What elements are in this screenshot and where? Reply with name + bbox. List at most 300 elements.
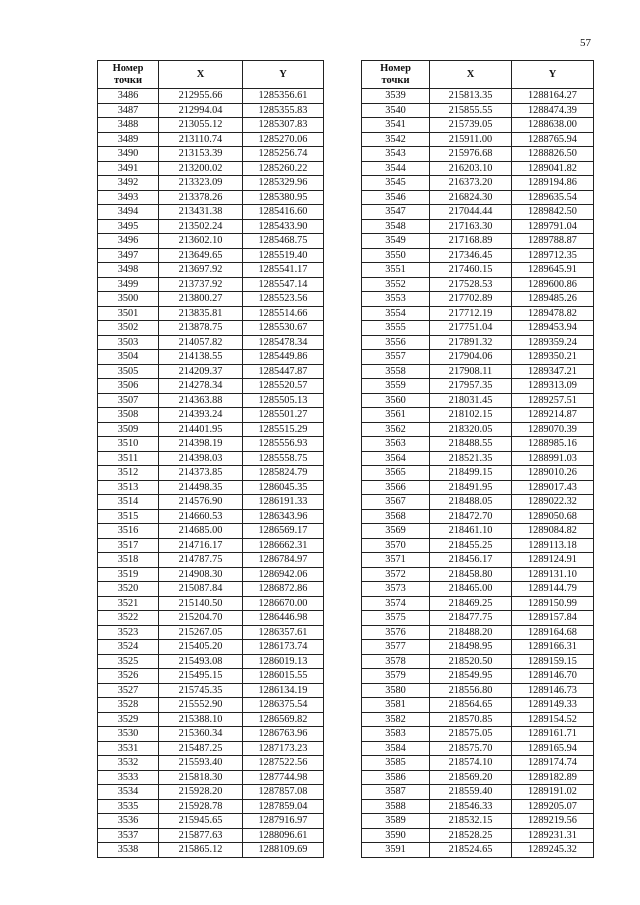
y-coordinate-cell: 1289161.71 — [512, 727, 594, 742]
point-number-cell: 3581 — [362, 698, 430, 713]
header-point-number — [98, 61, 159, 89]
table-row — [98, 625, 324, 640]
table-row — [362, 176, 594, 191]
y-coordinate-cell: 1289194.86 — [512, 176, 594, 191]
table-row — [362, 89, 594, 104]
point-number-cell: 3575 — [362, 611, 430, 626]
table-row — [362, 712, 594, 727]
point-number-cell: 3513 — [98, 480, 159, 495]
table-row — [362, 437, 594, 452]
x-coordinate-cell: 213200.02 — [159, 161, 243, 176]
x-coordinate-cell: 215493.08 — [159, 654, 243, 669]
y-coordinate-cell: 1286446.98 — [243, 611, 324, 626]
point-number-cell: 3573 — [362, 582, 430, 597]
y-coordinate-cell: 1289182.89 — [512, 770, 594, 785]
x-coordinate-cell: 213055.12 — [159, 118, 243, 133]
point-number-cell: 3501 — [98, 306, 159, 321]
x-coordinate-cell: 215855.55 — [430, 103, 512, 118]
y-coordinate-cell: 1288985.16 — [512, 437, 594, 452]
table-row — [362, 190, 594, 205]
y-coordinate-cell: 1285380.95 — [243, 190, 324, 205]
x-coordinate-cell: 218556.80 — [430, 683, 512, 698]
y-coordinate-cell: 1286357.61 — [243, 625, 324, 640]
table-row — [98, 640, 324, 655]
x-coordinate-cell: 218465.00 — [430, 582, 512, 597]
y-coordinate-cell: 1289174.74 — [512, 756, 594, 771]
y-coordinate-cell: 1289231.31 — [512, 828, 594, 843]
x-coordinate-cell: 218031.45 — [430, 393, 512, 408]
y-coordinate-cell: 1289712.35 — [512, 248, 594, 263]
point-number-cell: 3499 — [98, 277, 159, 292]
point-number-cell: 3544 — [362, 161, 430, 176]
point-number-cell: 3572 — [362, 567, 430, 582]
point-number-cell: 3579 — [362, 669, 430, 684]
table-row — [362, 785, 594, 800]
table-row — [98, 611, 324, 626]
x-coordinate-cell: 214716.17 — [159, 538, 243, 553]
y-coordinate-cell: 1289070.39 — [512, 422, 594, 437]
point-number-cell: 3521 — [98, 596, 159, 611]
y-coordinate-cell: 1286019.13 — [243, 654, 324, 669]
table-row — [98, 596, 324, 611]
point-number-cell: 3535 — [98, 799, 159, 814]
point-number-cell: 3523 — [98, 625, 159, 640]
x-coordinate-cell: 215593.40 — [159, 756, 243, 771]
y-coordinate-cell: 1289041.82 — [512, 161, 594, 176]
point-number-cell: 3556 — [362, 335, 430, 350]
table-row — [98, 364, 324, 379]
header-point-number — [362, 61, 430, 89]
table-header-row — [98, 61, 324, 89]
x-coordinate-cell: 218488.20 — [430, 625, 512, 640]
x-coordinate-cell: 218456.17 — [430, 553, 512, 568]
point-number-cell: 3519 — [98, 567, 159, 582]
x-coordinate-cell: 217163.30 — [430, 219, 512, 234]
y-coordinate-cell: 1289157.84 — [512, 611, 594, 626]
point-number-cell: 3558 — [362, 364, 430, 379]
table-row — [98, 393, 324, 408]
y-coordinate-cell: 1288474.39 — [512, 103, 594, 118]
x-coordinate-cell: 215976.68 — [430, 147, 512, 162]
x-coordinate-cell: 217751.04 — [430, 321, 512, 336]
table-row — [98, 234, 324, 249]
y-coordinate-cell: 1285260.22 — [243, 161, 324, 176]
y-coordinate-cell: 1286763.96 — [243, 727, 324, 742]
table-row — [362, 509, 594, 524]
table-row — [362, 727, 594, 742]
point-number-cell: 3496 — [98, 234, 159, 249]
y-coordinate-cell: 1289478.82 — [512, 306, 594, 321]
x-coordinate-cell: 218102.15 — [430, 408, 512, 423]
table-row — [362, 466, 594, 481]
table-row — [98, 437, 324, 452]
y-coordinate-cell: 1285433.90 — [243, 219, 324, 234]
point-number-cell: 3503 — [98, 335, 159, 350]
point-number-cell: 3534 — [98, 785, 159, 800]
y-coordinate-cell: 1287173.23 — [243, 741, 324, 756]
table-row — [98, 770, 324, 785]
y-coordinate-cell: 1286191.33 — [243, 495, 324, 510]
point-number-cell: 3508 — [98, 408, 159, 423]
x-coordinate-cell: 218469.25 — [430, 596, 512, 611]
point-number-cell: 3563 — [362, 437, 430, 452]
y-coordinate-cell: 1288826.50 — [512, 147, 594, 162]
table-row — [98, 785, 324, 800]
point-number-cell: 3489 — [98, 132, 159, 147]
table-row — [362, 205, 594, 220]
table-row — [362, 524, 594, 539]
point-number-cell: 3569 — [362, 524, 430, 539]
x-coordinate-cell: 217168.89 — [430, 234, 512, 249]
point-number-cell: 3548 — [362, 219, 430, 234]
point-number-cell: 3587 — [362, 785, 430, 800]
y-coordinate-cell: 1289214.87 — [512, 408, 594, 423]
table-row — [362, 103, 594, 118]
table-row — [98, 205, 324, 220]
y-coordinate-cell: 1288638.00 — [512, 118, 594, 133]
point-number-cell: 3549 — [362, 234, 430, 249]
y-coordinate-cell: 1287916.97 — [243, 814, 324, 829]
point-number-cell: 3531 — [98, 741, 159, 756]
header-number-line1: Номер — [380, 62, 411, 74]
x-coordinate-cell: 215267.05 — [159, 625, 243, 640]
point-number-cell: 3585 — [362, 756, 430, 771]
x-coordinate-cell: 215911.00 — [430, 132, 512, 147]
table-row — [98, 176, 324, 191]
point-number-cell: 3545 — [362, 176, 430, 191]
table-row — [362, 335, 594, 350]
y-coordinate-cell: 1285256.74 — [243, 147, 324, 162]
x-coordinate-cell: 218532.15 — [430, 814, 512, 829]
y-coordinate-cell: 1289205.07 — [512, 799, 594, 814]
table-row — [98, 799, 324, 814]
table-row — [98, 350, 324, 365]
table-row — [98, 89, 324, 104]
y-coordinate-cell: 1289485.26 — [512, 292, 594, 307]
header-x: X — [430, 61, 512, 89]
y-coordinate-cell: 1289600.86 — [512, 277, 594, 292]
table-row — [362, 669, 594, 684]
point-number-cell: 3542 — [362, 132, 430, 147]
y-coordinate-cell: 1289219.56 — [512, 814, 594, 829]
y-coordinate-cell: 1289166.31 — [512, 640, 594, 655]
point-number-cell: 3574 — [362, 596, 430, 611]
table-row — [362, 814, 594, 829]
x-coordinate-cell: 215087.84 — [159, 582, 243, 597]
x-coordinate-cell: 213835.81 — [159, 306, 243, 321]
point-number-cell: 3566 — [362, 480, 430, 495]
x-coordinate-cell: 213878.75 — [159, 321, 243, 336]
table-row — [362, 698, 594, 713]
table-row — [362, 538, 594, 553]
x-coordinate-cell: 218564.65 — [430, 698, 512, 713]
table-row — [362, 161, 594, 176]
point-number-cell: 3555 — [362, 321, 430, 336]
y-coordinate-cell: 1289164.68 — [512, 625, 594, 640]
table-row — [98, 828, 324, 843]
table-row — [98, 335, 324, 350]
y-coordinate-cell: 1289359.24 — [512, 335, 594, 350]
y-coordinate-cell: 1289645.91 — [512, 263, 594, 278]
x-coordinate-cell: 214138.55 — [159, 350, 243, 365]
x-coordinate-cell: 214908.30 — [159, 567, 243, 582]
y-coordinate-cell: 1289010.26 — [512, 466, 594, 481]
x-coordinate-cell: 215360.34 — [159, 727, 243, 742]
x-coordinate-cell: 217044.44 — [430, 205, 512, 220]
x-coordinate-cell: 213323.09 — [159, 176, 243, 191]
table-row — [362, 321, 594, 336]
table-row — [98, 683, 324, 698]
table-row — [362, 292, 594, 307]
table-row — [98, 466, 324, 481]
y-coordinate-cell: 1289191.02 — [512, 785, 594, 800]
x-coordinate-cell: 218520.50 — [430, 654, 512, 669]
table-row — [362, 480, 594, 495]
point-number-cell: 3492 — [98, 176, 159, 191]
x-coordinate-cell: 215745.35 — [159, 683, 243, 698]
table-row — [98, 147, 324, 162]
point-number-cell: 3551 — [362, 263, 430, 278]
y-coordinate-cell: 1285515.29 — [243, 422, 324, 437]
x-coordinate-cell: 213153.39 — [159, 147, 243, 162]
coordinates-table-left — [97, 60, 324, 858]
table-row — [98, 219, 324, 234]
y-coordinate-cell: 1287857.08 — [243, 785, 324, 800]
table-row — [98, 190, 324, 205]
point-number-cell: 3509 — [98, 422, 159, 437]
point-number-cell: 3559 — [362, 379, 430, 394]
x-coordinate-cell: 218472.70 — [430, 509, 512, 524]
point-number-cell: 3530 — [98, 727, 159, 742]
table-row — [362, 350, 594, 365]
point-number-cell: 3590 — [362, 828, 430, 843]
x-coordinate-cell: 218570.85 — [430, 712, 512, 727]
x-coordinate-cell: 218488.55 — [430, 437, 512, 452]
header-x: X — [159, 61, 243, 89]
table-row — [98, 698, 324, 713]
point-number-cell: 3495 — [98, 219, 159, 234]
table-row — [362, 843, 594, 858]
x-coordinate-cell: 214398.19 — [159, 437, 243, 452]
table-row — [362, 596, 594, 611]
point-number-cell: 3561 — [362, 408, 430, 423]
y-coordinate-cell: 1285523.56 — [243, 292, 324, 307]
table-row — [98, 669, 324, 684]
table-row — [362, 625, 594, 640]
point-number-cell: 3516 — [98, 524, 159, 539]
x-coordinate-cell: 215877.63 — [159, 828, 243, 843]
point-number-cell: 3567 — [362, 495, 430, 510]
table-row — [98, 712, 324, 727]
x-coordinate-cell: 215487.25 — [159, 741, 243, 756]
point-number-cell: 3529 — [98, 712, 159, 727]
y-coordinate-cell: 1285824.79 — [243, 466, 324, 481]
point-number-cell: 3583 — [362, 727, 430, 742]
point-number-cell: 3543 — [362, 147, 430, 162]
table-row — [98, 756, 324, 771]
x-coordinate-cell: 214576.90 — [159, 495, 243, 510]
point-number-cell: 3540 — [362, 103, 430, 118]
point-number-cell: 3487 — [98, 103, 159, 118]
point-number-cell: 3553 — [362, 292, 430, 307]
point-number-cell: 3491 — [98, 161, 159, 176]
point-number-cell: 3486 — [98, 89, 159, 104]
x-coordinate-cell: 212955.66 — [159, 89, 243, 104]
x-coordinate-cell: 213431.38 — [159, 205, 243, 220]
y-coordinate-cell: 1286173.74 — [243, 640, 324, 655]
table-row — [98, 843, 324, 858]
x-coordinate-cell: 217702.89 — [430, 292, 512, 307]
x-coordinate-cell: 214209.37 — [159, 364, 243, 379]
table-row — [98, 553, 324, 568]
point-number-cell: 3517 — [98, 538, 159, 553]
point-number-cell: 3510 — [98, 437, 159, 452]
point-number-cell: 3490 — [98, 147, 159, 162]
table-row — [98, 654, 324, 669]
y-coordinate-cell: 1285501.27 — [243, 408, 324, 423]
x-coordinate-cell: 218320.05 — [430, 422, 512, 437]
y-coordinate-cell: 1288991.03 — [512, 451, 594, 466]
table-row — [98, 263, 324, 278]
point-number-cell: 3576 — [362, 625, 430, 640]
table-row — [362, 234, 594, 249]
x-coordinate-cell: 218458.80 — [430, 567, 512, 582]
point-number-cell: 3560 — [362, 393, 430, 408]
point-number-cell: 3584 — [362, 741, 430, 756]
table-row — [362, 828, 594, 843]
x-coordinate-cell: 214398.03 — [159, 451, 243, 466]
table-row — [98, 422, 324, 437]
x-coordinate-cell: 214393.24 — [159, 408, 243, 423]
point-number-cell: 3528 — [98, 698, 159, 713]
page-number: 57 — [580, 37, 591, 49]
coordinates-table-right — [361, 60, 594, 858]
x-coordinate-cell: 213697.92 — [159, 263, 243, 278]
point-number-cell: 3502 — [98, 321, 159, 336]
point-number-cell: 3532 — [98, 756, 159, 771]
x-coordinate-cell: 218498.95 — [430, 640, 512, 655]
table-row — [362, 770, 594, 785]
x-coordinate-cell: 215552.90 — [159, 698, 243, 713]
point-number-cell: 3591 — [362, 843, 430, 858]
table-row — [98, 582, 324, 597]
table-row — [362, 248, 594, 263]
header-y: Y — [243, 61, 324, 89]
y-coordinate-cell: 1287744.98 — [243, 770, 324, 785]
x-coordinate-cell: 217346.45 — [430, 248, 512, 263]
x-coordinate-cell: 218575.05 — [430, 727, 512, 742]
point-number-cell: 3562 — [362, 422, 430, 437]
y-coordinate-cell: 1289635.54 — [512, 190, 594, 205]
x-coordinate-cell: 215928.78 — [159, 799, 243, 814]
x-coordinate-cell: 214278.34 — [159, 379, 243, 394]
point-number-cell: 3511 — [98, 451, 159, 466]
table-row — [362, 582, 594, 597]
y-coordinate-cell: 1285270.06 — [243, 132, 324, 147]
table-row — [98, 292, 324, 307]
y-coordinate-cell: 1289347.21 — [512, 364, 594, 379]
y-coordinate-cell: 1289165.94 — [512, 741, 594, 756]
x-coordinate-cell: 216373.20 — [430, 176, 512, 191]
x-coordinate-cell: 217891.32 — [430, 335, 512, 350]
point-number-cell: 3506 — [98, 379, 159, 394]
table-header-row — [362, 61, 594, 89]
x-coordinate-cell: 218569.20 — [430, 770, 512, 785]
point-number-cell: 3488 — [98, 118, 159, 133]
x-coordinate-cell: 215818.30 — [159, 770, 243, 785]
y-coordinate-cell: 1286569.17 — [243, 524, 324, 539]
y-coordinate-cell: 1285356.61 — [243, 89, 324, 104]
x-coordinate-cell: 213737.92 — [159, 277, 243, 292]
point-number-cell: 3514 — [98, 495, 159, 510]
x-coordinate-cell: 215140.50 — [159, 596, 243, 611]
x-coordinate-cell: 218488.05 — [430, 495, 512, 510]
x-coordinate-cell: 215945.65 — [159, 814, 243, 829]
x-coordinate-cell: 218549.95 — [430, 669, 512, 684]
y-coordinate-cell: 1289050.68 — [512, 509, 594, 524]
y-coordinate-cell: 1285558.75 — [243, 451, 324, 466]
point-number-cell: 3589 — [362, 814, 430, 829]
x-coordinate-cell: 216824.30 — [430, 190, 512, 205]
y-coordinate-cell: 1289257.51 — [512, 393, 594, 408]
table-row — [98, 451, 324, 466]
x-coordinate-cell: 213800.27 — [159, 292, 243, 307]
y-coordinate-cell: 1289313.09 — [512, 379, 594, 394]
point-number-cell: 3568 — [362, 509, 430, 524]
x-coordinate-cell: 214057.82 — [159, 335, 243, 350]
table-body-right — [362, 89, 594, 858]
x-coordinate-cell: 214373.85 — [159, 466, 243, 481]
point-number-cell: 3505 — [98, 364, 159, 379]
x-coordinate-cell: 218546.33 — [430, 799, 512, 814]
point-number-cell: 3526 — [98, 669, 159, 684]
table-row — [98, 480, 324, 495]
y-coordinate-cell: 1286784.97 — [243, 553, 324, 568]
x-coordinate-cell: 218524.65 — [430, 843, 512, 858]
y-coordinate-cell: 1286015.55 — [243, 669, 324, 684]
x-coordinate-cell: 213110.74 — [159, 132, 243, 147]
x-coordinate-cell: 217908.11 — [430, 364, 512, 379]
point-number-cell: 3537 — [98, 828, 159, 843]
y-coordinate-cell: 1286045.35 — [243, 480, 324, 495]
y-coordinate-cell: 1285541.17 — [243, 263, 324, 278]
y-coordinate-cell: 1289124.91 — [512, 553, 594, 568]
table-row — [362, 379, 594, 394]
y-coordinate-cell: 1289146.73 — [512, 683, 594, 698]
y-coordinate-cell: 1286569.82 — [243, 712, 324, 727]
table-row — [362, 408, 594, 423]
table-row — [362, 118, 594, 133]
point-number-cell: 3539 — [362, 89, 430, 104]
point-number-cell: 3494 — [98, 205, 159, 220]
header-number-line2: точки — [113, 74, 143, 86]
x-coordinate-cell: 214401.95 — [159, 422, 243, 437]
y-coordinate-cell: 1289245.32 — [512, 843, 594, 858]
point-number-cell: 3527 — [98, 683, 159, 698]
point-number-cell: 3552 — [362, 277, 430, 292]
x-coordinate-cell: 218455.25 — [430, 538, 512, 553]
y-coordinate-cell: 1285416.60 — [243, 205, 324, 220]
x-coordinate-cell: 215865.12 — [159, 843, 243, 858]
point-number-cell: 3498 — [98, 263, 159, 278]
x-coordinate-cell: 217712.19 — [430, 306, 512, 321]
y-coordinate-cell: 1287522.56 — [243, 756, 324, 771]
x-coordinate-cell: 218574.10 — [430, 756, 512, 771]
point-number-cell: 3557 — [362, 350, 430, 365]
y-coordinate-cell: 1289150.99 — [512, 596, 594, 611]
table-row — [98, 379, 324, 394]
point-number-cell: 3571 — [362, 553, 430, 568]
